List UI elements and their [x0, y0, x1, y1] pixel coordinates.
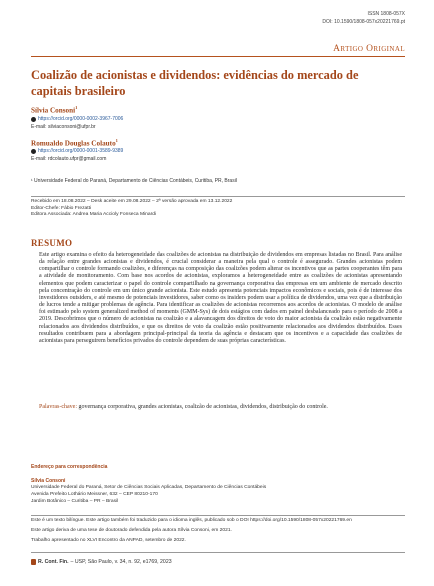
author-2-name: Romualdo Douglas Colauto$^1$ — [31, 138, 118, 148]
journal-name: R. Cont. Fin. — [38, 559, 69, 565]
keywords — [39, 404, 402, 411]
issn: ISSN 1808-057X — [367, 11, 405, 17]
footer-citation — [31, 559, 172, 565]
keywords-label: Palavras-chave: — [39, 404, 77, 410]
section-label: Artigo Original — [333, 44, 405, 54]
correspondence-line-3: Jardim Botânico – Curitiba – PR – Brasil — [31, 499, 119, 504]
history-divider — [31, 196, 405, 197]
author-1-email[interactable]: E-mail: silviaconsoni@ufpr.br — [31, 124, 96, 130]
article-title: Coalizão de acionistas e dividendos: evidências do mercado de capitais brasileiro — [31, 68, 359, 98]
orcid-icon — [31, 117, 36, 122]
note-presented: Trabalho apresentado no XLVI Encontro da ANPAD, setembro de 2022. — [31, 538, 186, 543]
notes-divider — [31, 515, 405, 516]
keywords-text: governança corporativa, grandes acionistas, coalizão de acionistas, dividendos, distribuição do controle. — [78, 404, 328, 410]
doi: DOI: 10.1590/1808-057x20221769.pt — [322, 18, 405, 25]
section-divider — [31, 56, 405, 57]
abstract-text: Este artigo examina o efeito da heterogeneidade das coalizões de acionistas na distribuição de dividendos em empresas listadas no Brasil. Para análise da relação entre grandes acionistas e dividendos, é crucial considerar a maneira pela qual o controle é assegurado. Grandes acionistas podem compartilhar o controle formando coalizões, e diferenças na composição das coalizões podem alterar os incentivos que as partes cooperantes têm para a atividade de monitoramento. Com base nos acordos de acionistas, exploramos a heterogeneidade entre as coalizões de acionistas apresentando elementos que podem caracterizar o papel do controle compartilhado na governança corporativa das empresas em um ambiente de mercado descrito pela concentração do controle em um único grande acionista. Este estudo apresenta potenciais impactos econômicos e sociais, pois é de interesse dos investidores outsiders, e até mesmo de potenciais investidores, saber como os insiders podem usar a política de dividendos, uma vez que a distribuição de lucros tende a mitigar problemas de agência. Para identificar as coalizões de acionistas recorremos aos acordos de acionistas. O modelo de análise foi estimado pelo system generalized method of moments (GMM-Sys) de dois estágios com dados em painel desbalanceado para o período de 2008 a 2019. Descobrimos que o número de acionistas na coalizão e a alavancagem dos direitos de voto do maior acionista da coalizão estão negativamente relacionados aos dividendos distribuídos, e que os direitos de voto da coalizão estão positivamente relacionados aos dividendos distribuídos. Esses resultados contribuem para a abordagem principal-principal da teoria da agência e destacam que os incentivos e a capacidade das coalizões de acionistas para perseguirem benefícios privados do controle dependem de suas próprias características. — [39, 252, 402, 344]
author-2-orcid[interactable]: https://orcid.org/0000-0001-3589-9389 — [31, 148, 123, 154]
note-thesis: Este artigo deriva de uma tese de doutorado defendida pela autora Sílvia Consoni, em 2021. — [31, 528, 232, 533]
journal-citation: – USP, São Paulo, v. 34, n. 92, e1769, 2023 — [70, 559, 172, 565]
header-meta — [322, 11, 405, 26]
correspondence-heading: Endereço para correspondência — [31, 464, 108, 470]
affiliation: ¹ Universidade Federal do Paraná, Departamento de Ciências Contábeis, Curitiba, PR, Brasil — [31, 178, 237, 184]
note-bilingual: Este é um texto bilíngue. Este artigo também foi traduzido para o idioma inglês, publicado sob o DOI https://doi.org/10.1590/1808-057x20221769.en — [31, 518, 352, 523]
article-history: Recebido em 18.08.2022 – Desk aceite em 29.08.2022 – 2ª versão aprovada em 13.12.2022 Editor-Chefe: Fábio Frezatti Editora Associada: Andrea Maria Accioly Fonseca Minardi — [31, 199, 233, 218]
author-2-email[interactable]: E-mail: rdcolauto.ufpr@gmail.com — [31, 156, 107, 162]
author-1-name: Sílvia Consoni$^1$ — [31, 105, 78, 115]
author-1-orcid[interactable]: https://orcid.org/0000-0002-3967-7006 — [31, 116, 123, 122]
correspondence-line-1: Universidade Federal do Paraná, Setor de Ciências Sociais Aplicadas, Departamento de Ciências Contábeis — [31, 485, 267, 490]
correspondence-name: Sílvia Consoni — [31, 478, 66, 484]
journal-logo-icon — [31, 559, 36, 565]
correspondence-line-2: Avenida Prefeito Lothário Meissner, 632 – CEP 80210-170 — [31, 492, 158, 497]
orcid-icon — [31, 149, 36, 154]
footer-divider — [31, 552, 405, 553]
abstract-heading: RESUMO — [31, 238, 73, 248]
